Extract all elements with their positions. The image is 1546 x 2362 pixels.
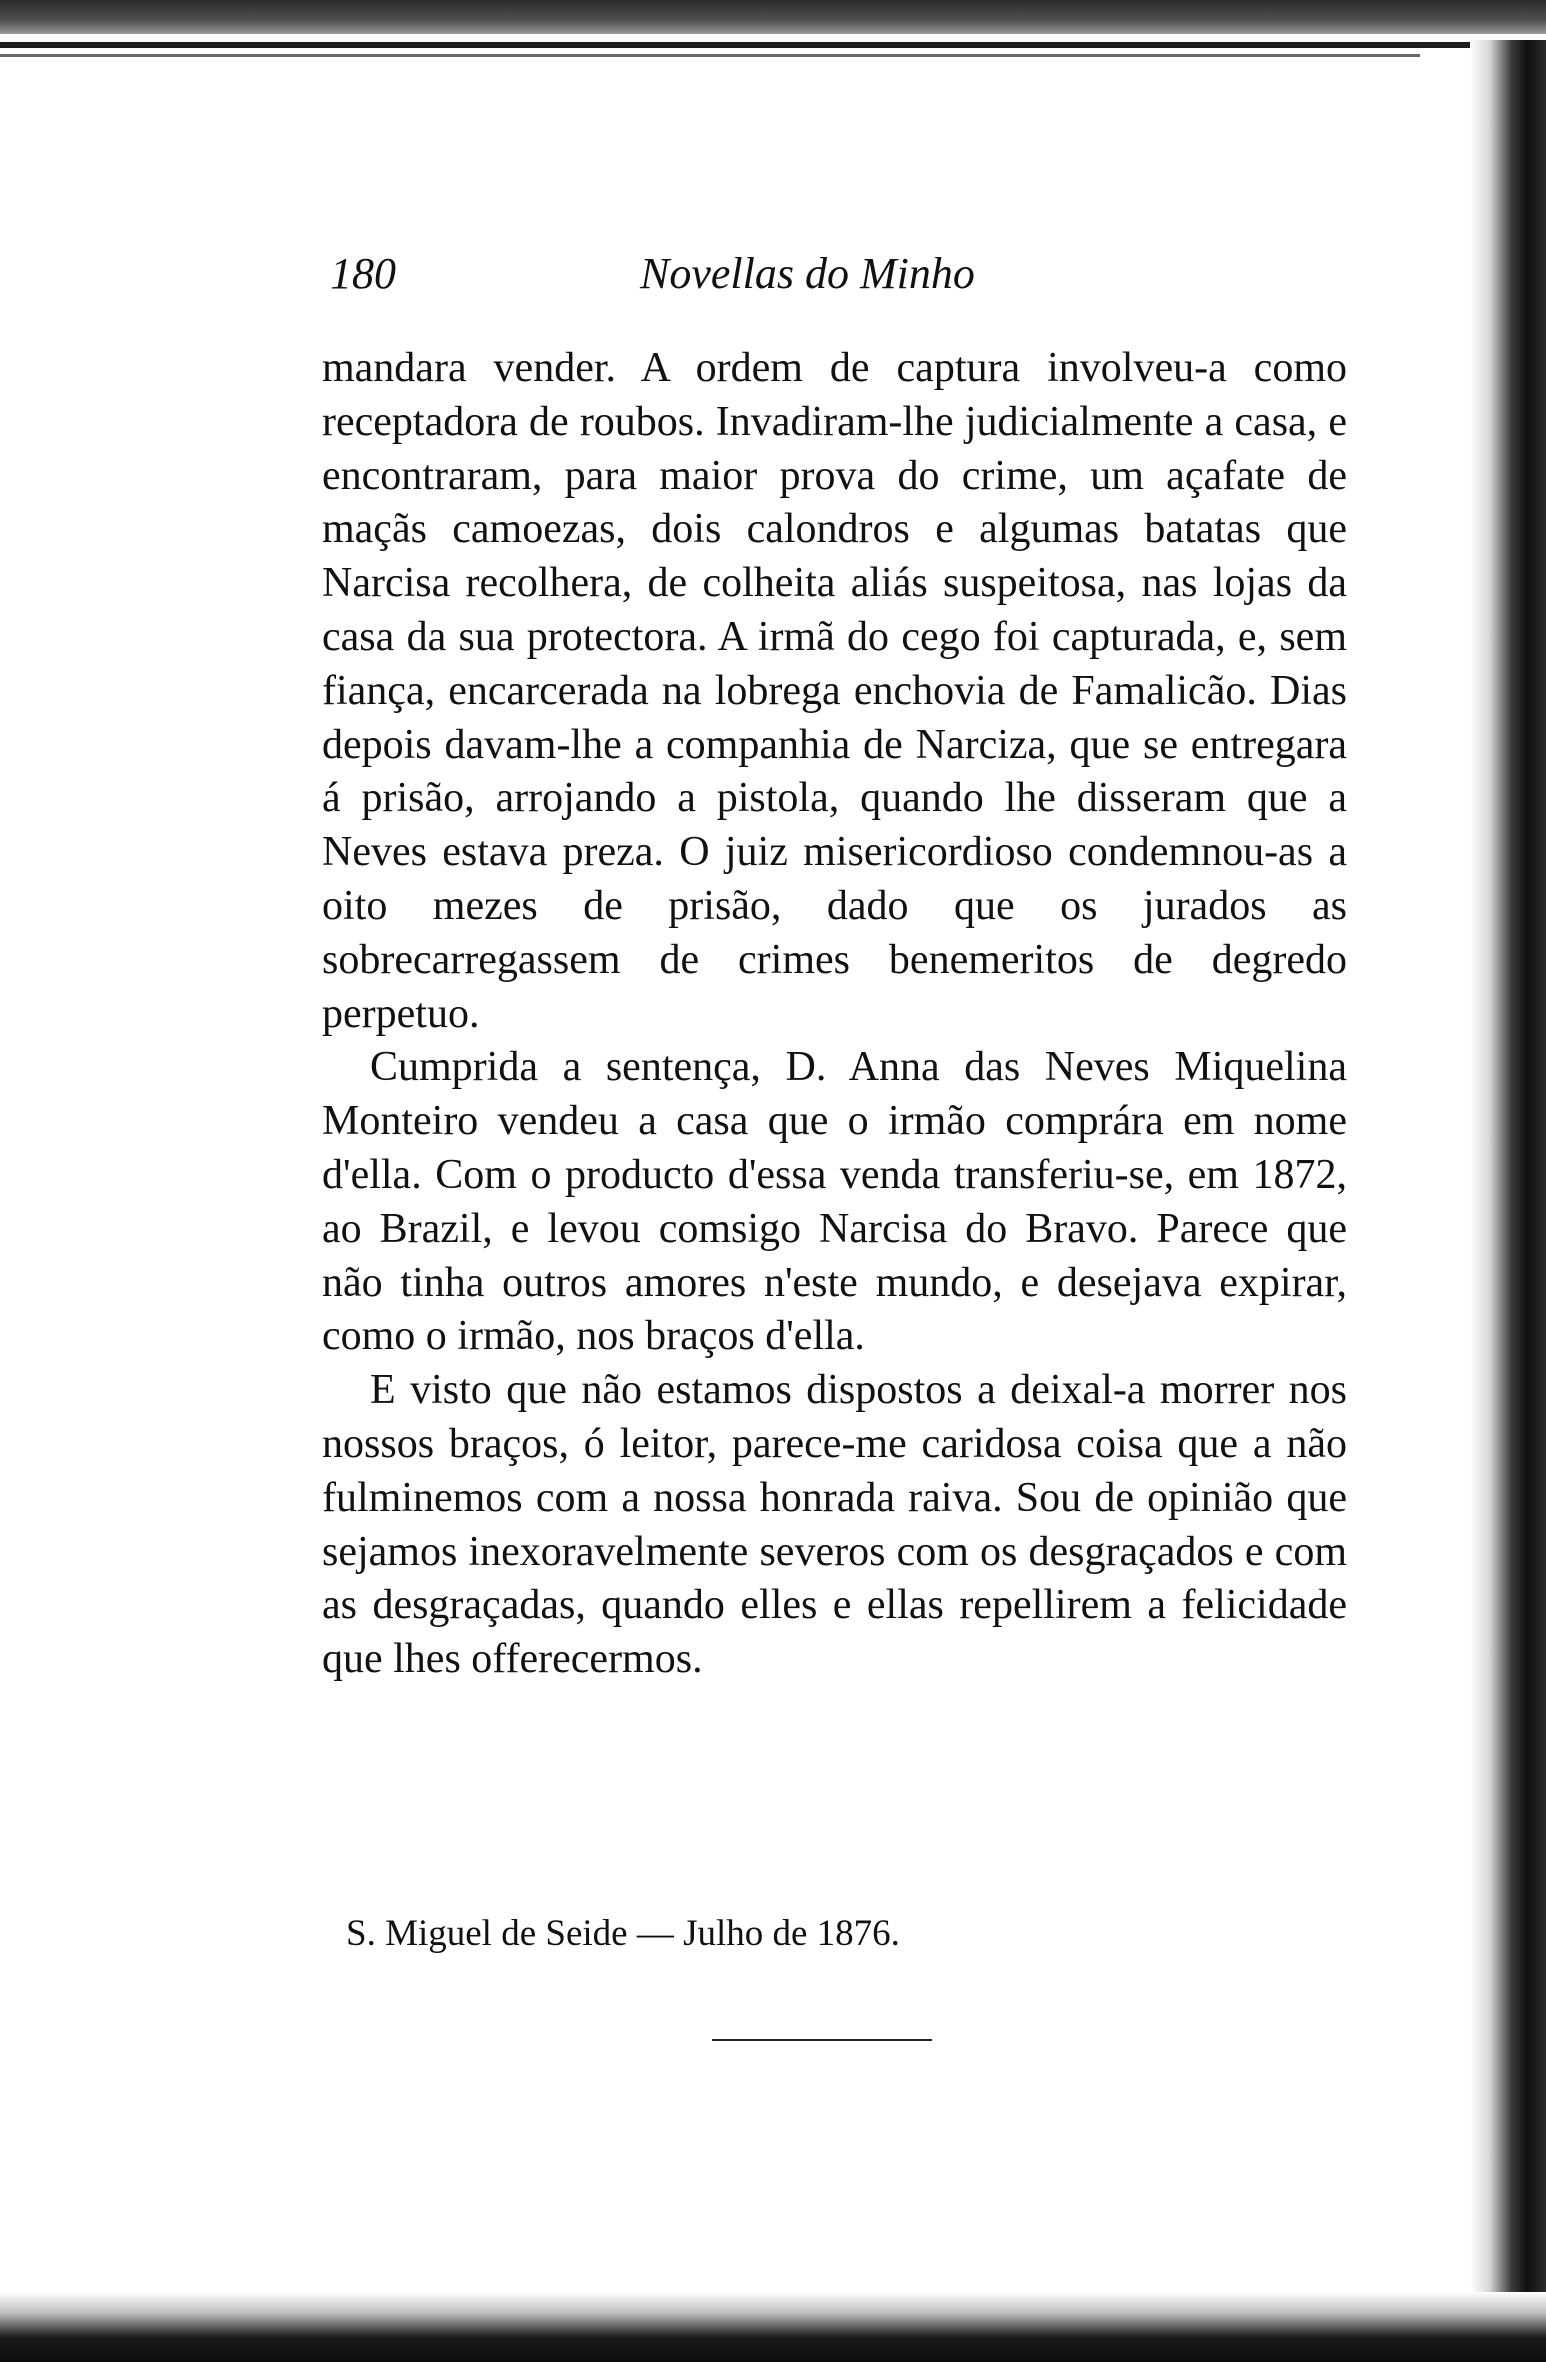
scan-top-rule-thin: [0, 54, 1420, 57]
scan-top-edge: [0, 0, 1546, 62]
paragraph-2: Cumprida a sentença, D. Anna das Neves Miquelina Monteiro vendeu a casa que o irmão comprára em nome d'ella. Com o producto d'essa venda transferiu-se, em 1872, ao Brazil, e levou comsigo Narcisa do Bravo. Parece que não tinha outros amores n'este mundo, e desejava expirar, como o irmão, nos braços d'ella.: [322, 1044, 1347, 1360]
scan-top-shadow: [0, 0, 1546, 34]
scan-bottom-edge: [0, 2292, 1546, 2362]
scan-right-edge: [1470, 40, 1546, 2362]
running-title: Novellas do Minho: [640, 249, 975, 298]
scan-top-rule: [0, 42, 1546, 48]
page-body: [322, 342, 1347, 1687]
closing-rule: [712, 2039, 932, 2041]
dateline: S. Miguel de Seide — Julho de 1876.: [346, 1913, 900, 1954]
page-number: 180: [330, 249, 396, 298]
running-head: [330, 248, 1350, 308]
paragraph-1: mandara vender. A ordem de captura involveu-a como receptadora de roubos. Invadiram-lhe judicialmente a casa, e encontraram, para maior prova do crime, um açafate de maçãs camoezas, dois calondros e algumas batatas que Narcisa recolhera, de colheita aliás suspeitosa, nas lojas da casa da sua protectora. A irmã do cego foi capturada, e, sem fiança, encarcerada na lobrega enchovia de Famalicão. Dias depois davam-lhe a companhia de Narciza, que se entregara á prisão, arrojando a pistola, quando lhe disseram que a Neves estava preza. O juiz misericordioso condemnou-as a oito mezes de prisão, dado que os jurados as sobrecarregassem de crimes benemeritos de degredo perpetuo.: [322, 345, 1347, 1037]
paragraph-3: E visto que não estamos dispostos a deixal-a morrer nos nossos braços, ó leitor, parece-me caridosa coisa que a não fulminemos com a nossa honrada raiva. Sou de opinião que sejamos inexoravelmente severos com os desgraçados e com as desgraçadas, quando elles e ellas repellirem a felicidade que lhes offerecermos.: [322, 1367, 1347, 1683]
